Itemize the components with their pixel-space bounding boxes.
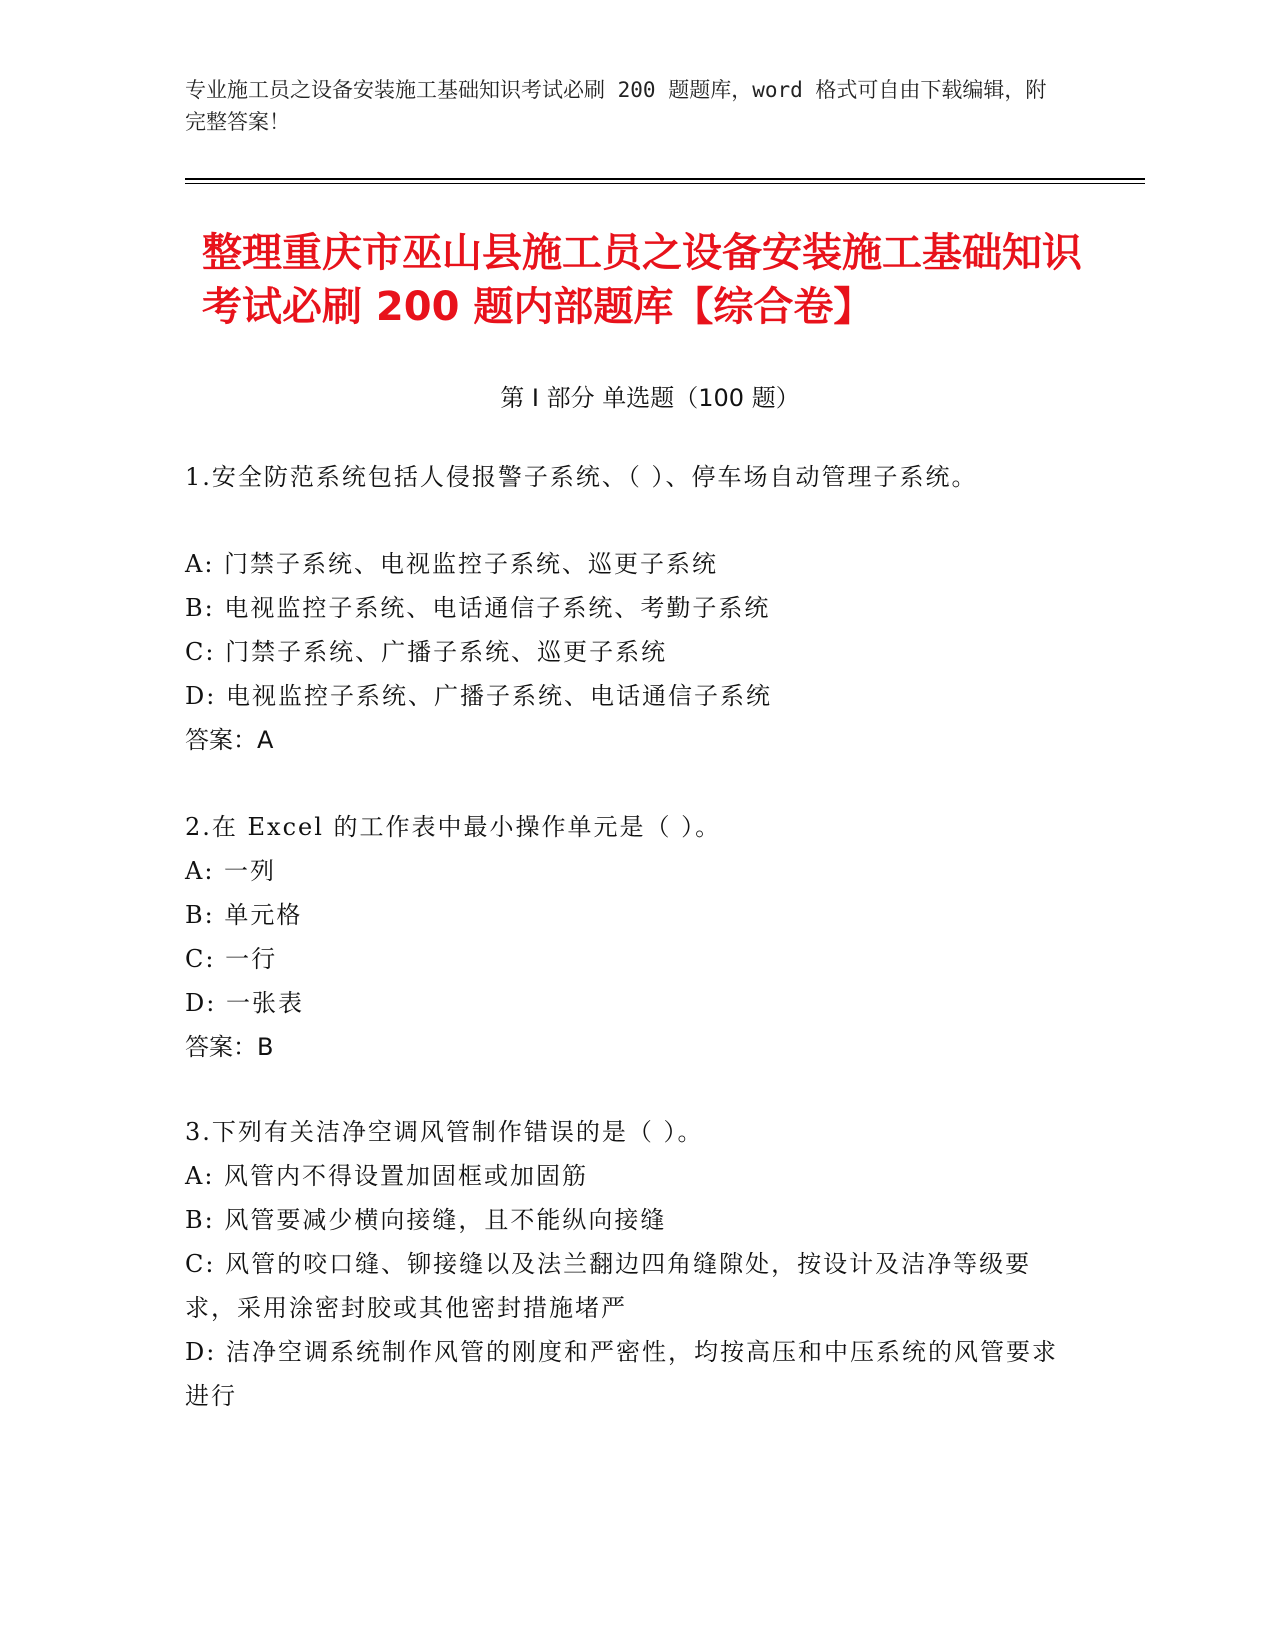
header-rule-thin: [185, 183, 1145, 184]
question-1-option-d: D: 电视监控子系统、广播子系统、电话通信子系统: [185, 682, 772, 710]
question-2-option-b: B: 单元格: [185, 901, 303, 929]
document-page: [185, 0, 1145, 1650]
question-2-option-a: A: 一列: [185, 857, 277, 885]
question-2-answer: 答案：B: [185, 1033, 274, 1061]
question-2-option-d: D: 一张表: [185, 989, 304, 1017]
question-2-text: 2.在 Excel 的工作表中最小操作单元是（ ）。: [185, 813, 722, 841]
question-1-option-a: A: 门禁子系统、电视监控子系统、巡更子系统: [185, 550, 719, 578]
section-title: 第 I 部分 单选题（100 题）: [500, 384, 800, 412]
header-rule-thick: [185, 178, 1145, 180]
question-3-option-a: A: 风管内不得设置加固框或加固筋: [185, 1162, 589, 1190]
document-title: 整理重庆市巫山县施工员之设备安装施工基础知识考试必刷 200 题内部题库【综合卷】: [202, 230, 1082, 330]
question-3-option-c: C: 风管的咬口缝、铆接缝以及法兰翻边四角缝隙处，按设计及洁净等级要求，采用涂密封胶或其他密封措施堵严: [185, 1250, 1032, 1322]
question-1-option-b: B: 电视监控子系统、电话通信子系统、考勤子系统: [185, 594, 771, 622]
question-3-option-d: D: 洁净空调系统制作风管的刚度和严密性，均按高压和中压系统的风管要求进行: [185, 1338, 1058, 1410]
question-3-text: 3.下列有关洁净空调风管制作错误的是（ ）。: [185, 1118, 704, 1146]
question-1-text: 1.安全防范系统包括人侵报警子系统、（ ）、停车场自动管理子系统。: [185, 463, 978, 491]
header-note: 专业施工员之设备安装施工基础知识考试必刷 200 题题库，word 格式可自由下载编辑，附完整答案！: [185, 78, 1047, 134]
question-1-option-c: C: 门禁子系统、广播子系统、巡更子系统: [185, 638, 668, 666]
question-1-answer: 答案：A: [185, 726, 274, 754]
question-3-option-b: B: 风管要减少横向接缝，且不能纵向接缝: [185, 1206, 667, 1234]
question-2-option-c: C: 一行: [185, 945, 278, 973]
